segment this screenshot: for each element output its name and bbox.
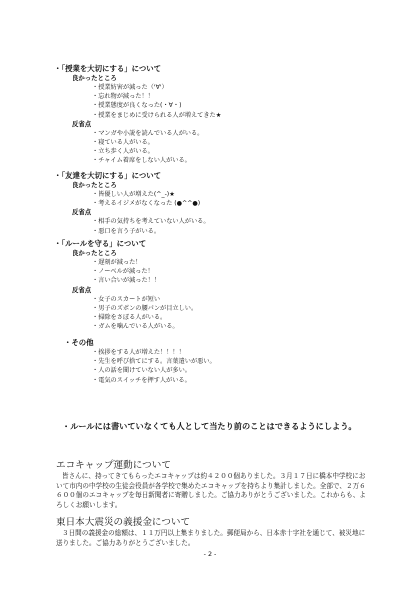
list-item: ・ 忘れ物が減った！！	[92, 92, 374, 101]
list-item: ・ 寝ている人がいる。	[92, 138, 374, 147]
reflection-label: 反省点	[72, 119, 92, 128]
section-rule	[54, 239, 374, 331]
good-points-label: 良かったところ	[72, 181, 117, 189]
list-item: ・ 授業妨害が減った（'∀'）	[92, 83, 374, 92]
article-body-donation: ３日間の義援金の総額は、１１万円以上集まりました。郵便局から、日本赤十字社を通じて、被災地に送りました。ご協力ありがとうございました。	[56, 529, 366, 547]
list-item: ・ 電気のスイッチを押す人がいる。	[92, 376, 384, 385]
list-item: ・ 男子のズボンの腰パンが目立しい。	[92, 304, 374, 313]
list-item: ・ 女子のスカートが短い	[92, 295, 374, 304]
list-item: ・ ガムを噛んでいる人がいる。	[92, 322, 374, 331]
list-item: ・ マンガや小説を読んでいる人がいる。	[92, 129, 374, 138]
list-item: ・ 考えるイジメがなくなった (●^^●)	[92, 199, 374, 208]
reflection-label: 反省点	[72, 285, 92, 294]
good-points-label: 良かったところ	[72, 74, 117, 82]
list-item: ・ 先生を呼び捨てにする。言葉遣いが悪い。	[92, 357, 384, 366]
section-title: ・その他	[64, 338, 94, 347]
list-item: ・ 立ち歩く人がいる。	[92, 147, 374, 156]
article-title-ecocap: エコキャップ運動について	[56, 460, 171, 471]
list-item: ・ 人の話を聞けていない人が多い。	[92, 366, 384, 375]
list-item: ・ 掃除をさぼる人がいる。	[92, 313, 374, 322]
list-item: ・ 授業をまじめに受けられる人が増えてきた★	[92, 111, 374, 120]
section-other	[64, 338, 384, 385]
summary-note: ・ルールには書いていなくても人として当たり前のことはできるようにしよう。	[62, 421, 357, 431]
list-item: ・ ノーベルが減った！	[92, 267, 374, 276]
section-title: ・「ルールを守る」について	[54, 239, 147, 248]
section-tomodachi	[54, 171, 374, 236]
page-number: - 2 -	[203, 550, 217, 558]
list-item: ・ 悪口を言う子がいる。	[92, 227, 374, 236]
list-item: ・ 授業態度が良くなった(・∀・)	[92, 101, 374, 110]
article-body-ecocap: 皆さんに、持ってきてもらったエコキャップは約４２００個ありました。３月１７日に橋本中学校において市内の中学校の生徒会役員が各学校で集めたエコキャップを持ちより集計しました。全部で、２万６６００個のエコキャップを毎日新聞者に寄贈しました。ご協力ありがとうございました。これからも、よろしくお願いします。	[56, 472, 366, 509]
list-item: ・ 言い合いが減った！！	[92, 276, 374, 285]
article-title-donation: 東日本大震災の義援金について	[56, 517, 191, 528]
section-title: ・「友達を大切にする」について	[54, 171, 162, 180]
good-points-label: 良かったところ	[72, 249, 117, 257]
list-item: ・ 相手の気持ちを考えていない人がいる。	[92, 217, 374, 226]
list-item: ・ 挨拶をする人が増えた！！！！	[92, 348, 384, 357]
list-item: ・ チャイム着席をしない人がいる。	[92, 156, 374, 165]
section-title: ・「授業を大切にする」について	[54, 64, 162, 73]
list-item: ・ 皆優しい人が増えた(^_-)★	[92, 190, 374, 199]
list-item: ・ 遅刻が減った！	[92, 258, 374, 267]
reflection-label: 反省点	[72, 208, 92, 217]
section-jugyou	[54, 64, 374, 166]
